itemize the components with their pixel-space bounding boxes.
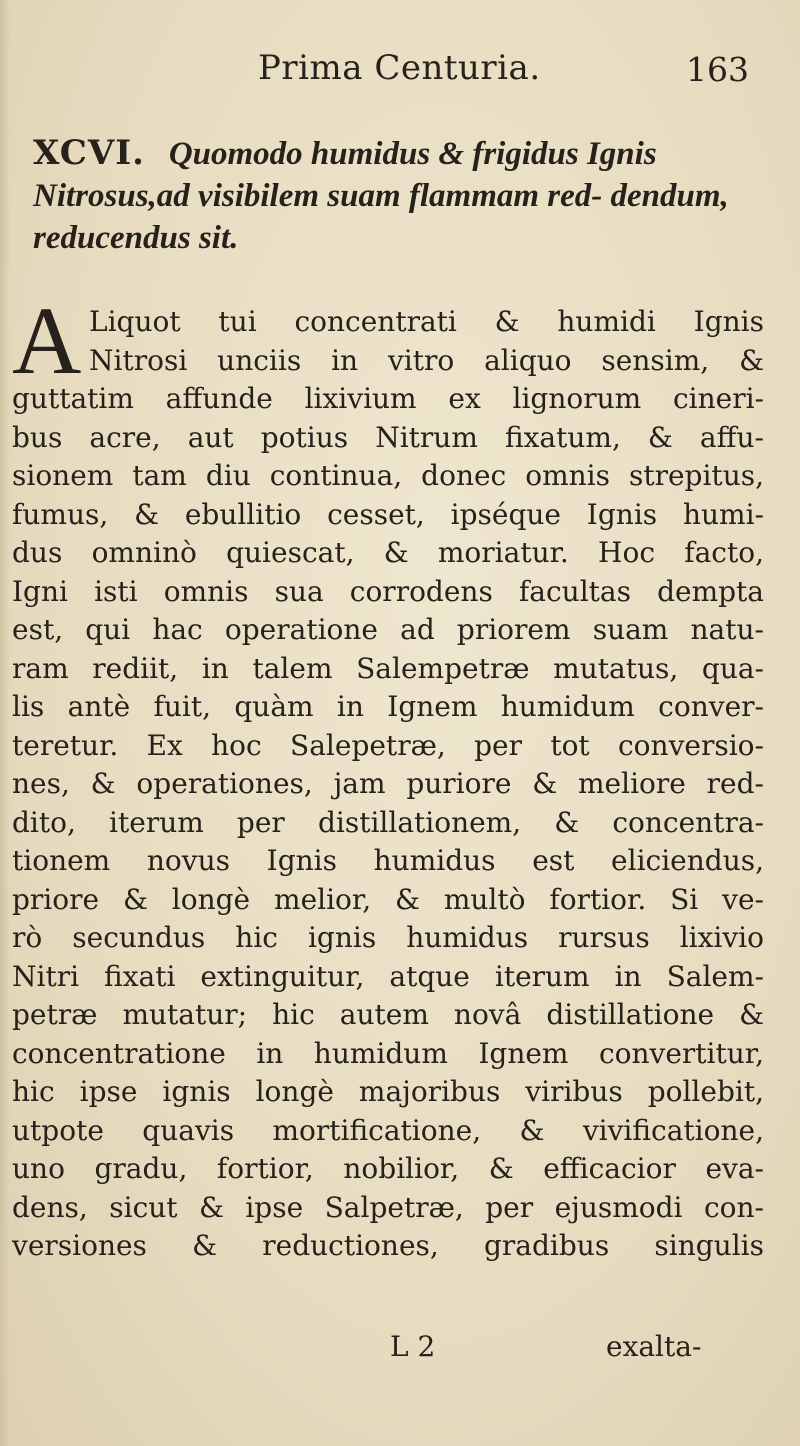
signature-mark: L 2 [390, 1330, 436, 1363]
text-line: utpote quavis mortificatione, & vivificatione, [12, 1113, 764, 1147]
page-number: 163 [686, 50, 749, 89]
text-line: guttatim affunde lixivium ex lignorum cineri- [12, 382, 764, 415]
text-line: uno gradu, fortior, nobilior, & efficacior eva- [12, 1152, 764, 1185]
text-line: rò secundus hic ignis humidus rursus lixivio [12, 921, 764, 954]
text-line: teretur. Ex hoc Salepetræ, per tot conversio- [12, 728, 764, 762]
drop-capital: A [12, 287, 82, 394]
text-line: ram rediit, in talem Salempetræ mutatus, qua- [12, 651, 764, 685]
text-line: Igni isti omnis sua corrodens facultas dempta [12, 574, 764, 608]
text-line: bus acre, aut potius Nitrum fixatum, & affu- [12, 420, 764, 454]
text-line: nes, & operationes, jam puriore & meliore red- [12, 767, 764, 800]
text-line: dus omninò quiescat, & moriatur. Hoc facto, [12, 536, 764, 569]
body-text [12, 303, 764, 1266]
chapter-number: XCVI. [33, 133, 145, 173]
running-title: Prima Centuria. [258, 48, 541, 88]
chapter-title: Quomodo humidus & frigidus Ignis Nitrosus,ad visibilem suam flammam red- dendum, reducendus sit. [33, 136, 729, 256]
text-line: sionem tam diu continua, donec omnis strepitus, [12, 459, 764, 492]
text-line: priore & longè melior, & multò fortior. Si ve- [12, 882, 764, 916]
text-line: Nitrosi unciis in vitro aliquo sensim, & [89, 343, 764, 377]
text-line: petræ mutatur; hic autem novâ distillatione & [12, 998, 764, 1031]
text-line: lis antè fuit, quàm in Ignem humidum conver- [12, 690, 764, 723]
text-line: Nitri fixati extinguitur, atque iterum in Salem- [12, 959, 764, 993]
chapter-heading [33, 132, 773, 259]
text-line: tionem novus Ignis humidus est eliciendus, [12, 844, 764, 877]
text-line: fumus, & ebullitio cesset, ipséque Ignis humi- [12, 497, 764, 531]
text-line: est, qui hac operatione ad priorem suam natu- [12, 613, 764, 646]
text-line: dito, iterum per distillationem, & concentra- [12, 805, 764, 839]
text-line: concentratione in humidum Ignem convertitur, [12, 1036, 764, 1070]
text-line: versiones & reductiones, gradibus singulis [12, 1229, 764, 1262]
text-line: hic ipse ignis longè majoribus viribus pollebit, [12, 1075, 764, 1108]
page-gutter-shadow [0, 0, 10, 1446]
page-footer [0, 1330, 800, 1374]
running-head [0, 38, 800, 98]
text-line: Liquot tui concentrati & humidi Ignis [89, 305, 764, 338]
catchword: exalta- [606, 1330, 702, 1363]
text-line: dens, sicut & ipse Salpetræ, per ejusmodi con- [12, 1190, 764, 1224]
